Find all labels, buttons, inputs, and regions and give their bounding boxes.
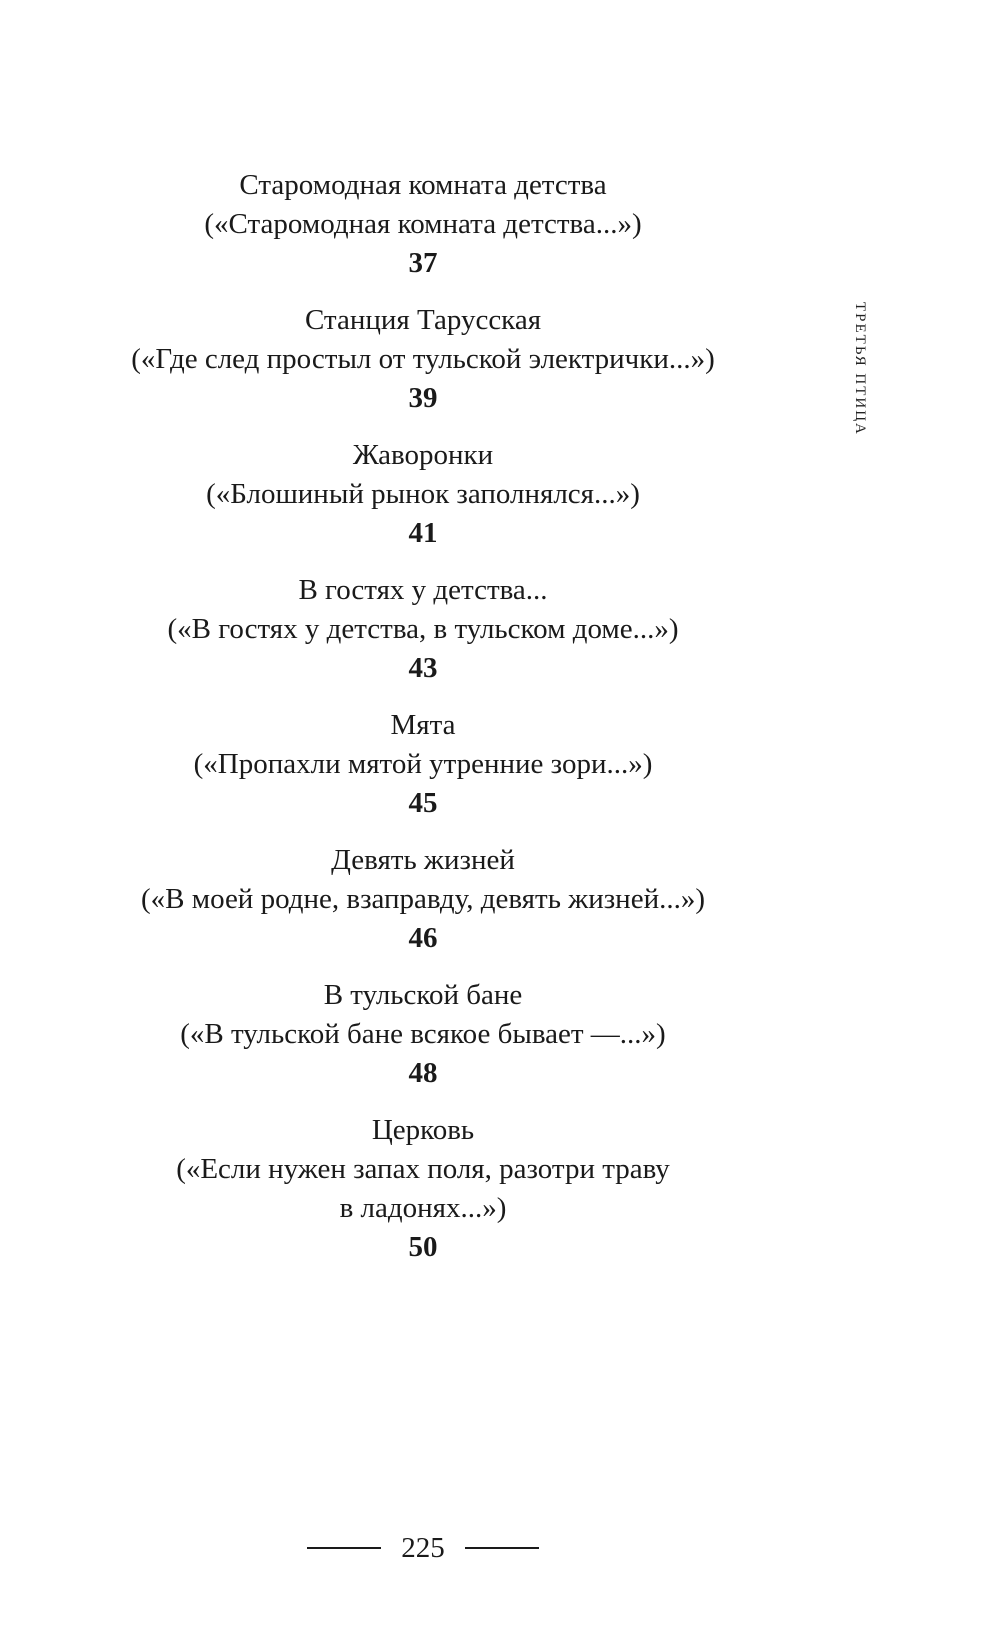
poem-title: Церковь (371, 1114, 475, 1146)
poem-title: Старомодная комната детства (239, 169, 607, 201)
poem-first-line: («В гостях у детства, в тульском доме...») (167, 613, 679, 645)
page-number: 39 (408, 382, 438, 414)
poem-first-line: («Пропахли мятой утренние зори...») (193, 748, 653, 780)
page-number: 50 (408, 1231, 438, 1263)
page-number: 41 (408, 517, 438, 549)
toc-entry (0, 1111, 846, 1267)
poem-first-line: («Где след простыл от тульской электрички...») (131, 343, 715, 375)
poem-first-line: («Блошиный рынок заполнялся...») (206, 478, 640, 510)
page-number: 43 (408, 652, 438, 684)
toc-entry (0, 706, 846, 823)
toc-entry (0, 976, 846, 1093)
table-of-contents (0, 166, 846, 1285)
poem-title: Станция Тарусская (304, 304, 542, 336)
toc-entry (0, 841, 846, 958)
page-footer (0, 1528, 846, 1568)
poem-first-line: («В моей родне, взаправду, девять жизней...») (140, 883, 705, 915)
toc-entry (0, 436, 846, 553)
poem-title: Девять жизней (331, 844, 515, 876)
poem-title: В тульской бане (323, 979, 523, 1011)
footer-rule-left (307, 1547, 381, 1549)
toc-entry (0, 301, 846, 418)
poem-title: Мята (390, 709, 456, 741)
toc-entry (0, 166, 846, 283)
page-number: 46 (408, 922, 438, 954)
poem-title: Жаворонки (352, 439, 494, 471)
page-number: 37 (408, 247, 438, 279)
poem-title: В гостях у детства... (298, 574, 548, 606)
poem-first-line: («Старомодная комната детства...») (204, 208, 642, 240)
poem-first-line: («В тульской бане всякое бывает —...») (180, 1018, 666, 1050)
page-number: 45 (408, 787, 438, 819)
running-header: ТРЕТЬЯ ПТИЦА (852, 302, 868, 436)
page-number: 48 (408, 1057, 438, 1089)
poem-first-line-continuation: в ладонях...») (339, 1192, 507, 1224)
footer-rule-right (465, 1547, 539, 1549)
folio-number: 225 (401, 1531, 445, 1564)
poem-first-line: («Если нужен запах поля, разотри траву (176, 1153, 670, 1185)
toc-entry (0, 571, 846, 688)
